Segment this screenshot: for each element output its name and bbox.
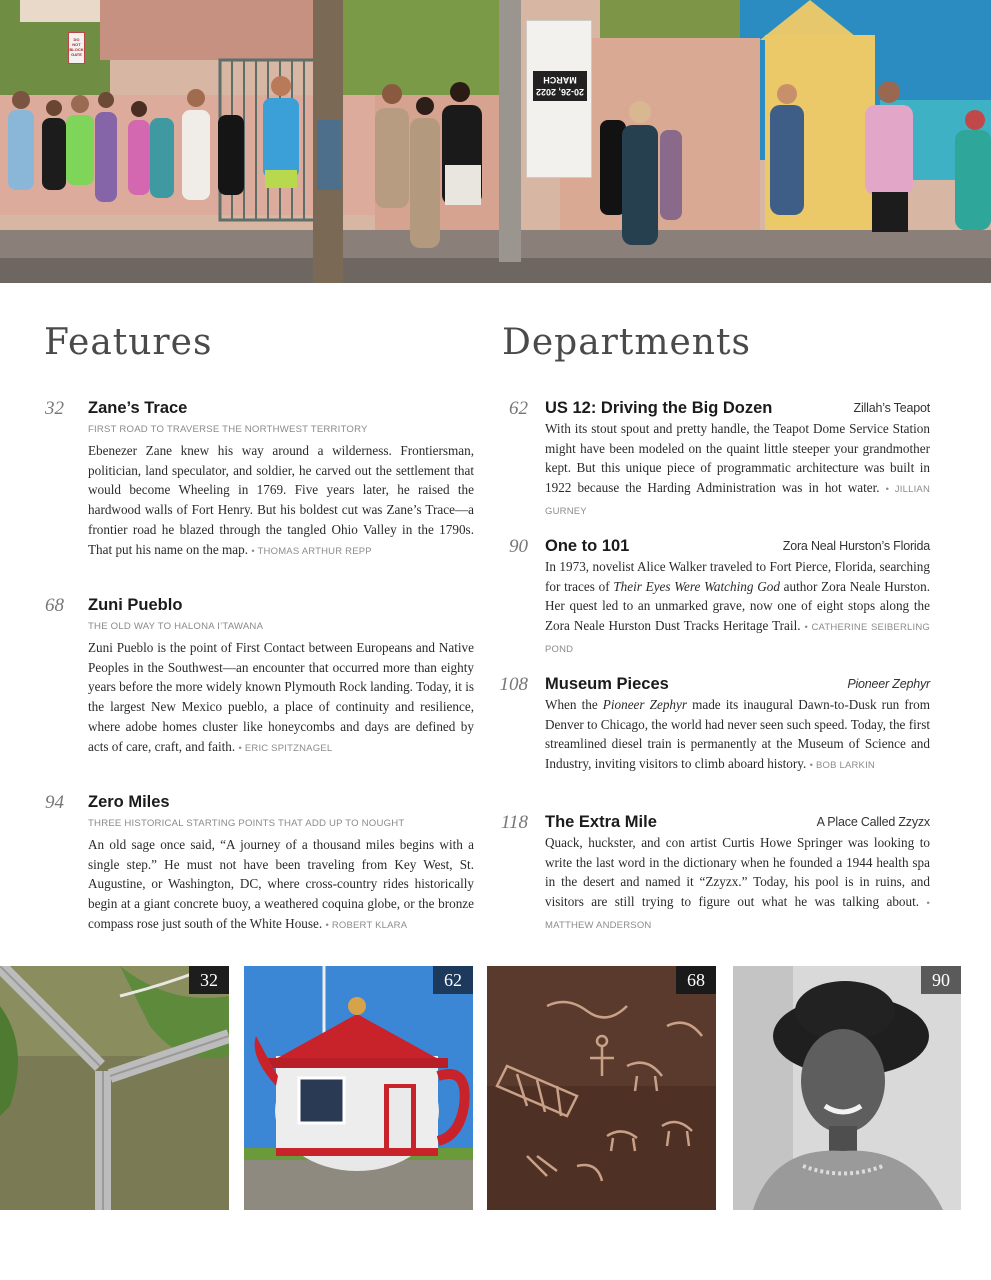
feature-body-text: Zuni Pueblo is the point of First Contact between Europeans and Native Peoples in the Southwest—an encounter that occurred more than eighty years before the more widely known Plymouth Rock landing. Today, it is the largest New Mexico pueblo, a place of continuity and resilience, where adobe homes cluster like honeycombs and days are defined by acts of care, craft, and faith. (88, 640, 474, 754)
page-number: 90 (509, 536, 528, 557)
feature-subtitle: THE OLD WAY TO HALONA I’TAWANA (88, 621, 264, 632)
feature-subtitle: FIRST ROAD TO TRAVERSE THE NORTHWEST TERRITORY (88, 424, 368, 435)
department-entry[interactable] (472, 398, 931, 517)
hero-banner-sign (526, 20, 592, 178)
department-body-text: In 1973, novelist Alice Walker traveled to Fort Pierce, Florida, searching for traces of (545, 559, 930, 594)
thumbnail-petroglyphs[interactable] (487, 966, 716, 1210)
feature-title[interactable]: Zane’s Trace (88, 399, 188, 417)
hero-banner-dates (533, 71, 587, 101)
department-title[interactable]: Museum Pieces (545, 675, 669, 693)
department-body (545, 695, 930, 776)
thumbnail-portrait[interactable] (733, 966, 961, 1210)
department-title[interactable]: US 12: Driving the Big Dozen (545, 399, 773, 417)
feature-byline: • ROBERT KLARA (325, 919, 408, 931)
petroglyphs-image (487, 966, 716, 1210)
thumbnail-teapot[interactable] (244, 966, 473, 1210)
thumbnail-page-badge: 32 (189, 966, 229, 994)
features-heading: Features (44, 322, 213, 363)
feature-body-text: An old sage once said, “A journey of a thousand miles begins with a single step.” He must not have been traveling from Key West, St. Augustine, or Washington, DC, where cross-country rides historically begin at a giant concrete buoy, a weathered coquina globe, or the bronze compass rose just south of the White House. (88, 837, 474, 931)
department-topic: A Place Called Zzyzx (816, 815, 930, 829)
department-body-text: Quack, huckster, and con artist Curtis Howe Springer was looking to write the last word in the dictionary when he founded a 1944 health spa in the desert and named it “Zzyzx.” Today, his pool is in ruins, and visitors are still trying to figure out what he was talking about. (545, 835, 930, 910)
hero-photo (0, 0, 991, 283)
feature-body-text: Ebenezer Zane knew his way around a wilderness. Frontiersman, politician, land speculator, and soldier, he carved out the settlement that would become Wheeling in 1769. Five years later, he raised the hardwood walls of Fort Henry. But his boldest cut was Zane’s Trace—a frontier road he blazed through the tangled Ohio Valley in the 1790s. That put his name on the map. (88, 443, 474, 557)
page-number: 68 (45, 595, 64, 616)
department-body-text: made its inaugural Dawn-to-Dusk run from Denver to Chicago, the world had never seen such speed. Today, the first streamlined diesel train is permanently at the Museum of Science and Industry, inviting visitors to climb aboard history. (545, 697, 930, 772)
page-number: 62 (509, 398, 528, 419)
feature-entry[interactable] (8, 595, 474, 766)
feature-entry[interactable] (8, 398, 474, 569)
feature-byline: • ERIC SPITZNAGEL (238, 742, 333, 754)
thumbnail-page-badge: 90 (921, 966, 961, 994)
department-body-text: With its stout spout and pretty handle, the Teapot Dome Service Station might have been modeled on the quaint little steeper your grandmother kept. But this unique piece of programmatic architecture was built in 1922 because the Harding Administration was in hot water. (545, 421, 930, 496)
page-number: 94 (45, 792, 64, 813)
page-number: 108 (499, 674, 528, 695)
departments-heading: Departments (502, 322, 751, 363)
thumbnail-bridge-aerial[interactable] (0, 966, 229, 1210)
feature-entry[interactable] (8, 792, 474, 943)
feature-title[interactable]: Zuni Pueblo (88, 596, 183, 614)
feature-byline: • THOMAS ARTHUR REPP (251, 545, 372, 557)
hero-gate-sign: DO NOT BLOCK GATE (68, 32, 85, 64)
department-title[interactable]: The Extra Mile (545, 813, 657, 831)
thumbnail-page-badge: 68 (676, 966, 716, 994)
department-topic: Zillah’s Teapot (853, 401, 930, 415)
bridge-aerial-image (0, 966, 229, 1210)
department-entry[interactable] (472, 812, 930, 931)
feature-body (88, 441, 474, 561)
teapot-image (244, 966, 473, 1210)
feature-subtitle: THREE HISTORICAL STARTING POINTS THAT ADD UP TO NOUGHT (88, 818, 405, 829)
department-body-text: When the (545, 697, 603, 712)
page-number: 32 (45, 398, 64, 419)
hero-banner-date-text: 20-26, 2022 (535, 87, 585, 97)
hero-banner-month-text: MARCH (543, 75, 577, 85)
department-title[interactable]: One to 101 (545, 537, 630, 555)
department-entry[interactable] (472, 675, 930, 785)
department-body (545, 833, 930, 936)
department-byline: • BOB LARKIN (809, 760, 875, 772)
thumbnail-page-badge: 62 (433, 966, 473, 994)
book-title: Their Eyes Were Watching God (613, 578, 780, 594)
department-byline: • JILLIAN GURNEY (545, 484, 931, 517)
hero-photo-illustration (0, 0, 991, 283)
page-number: 118 (500, 812, 528, 833)
train-name: Pioneer Zephyr (602, 697, 687, 712)
department-topic: Zora Neal Hurston’s Florida (782, 539, 930, 553)
department-topic: Pioneer Zephyr (847, 677, 930, 691)
department-body (545, 419, 930, 522)
feature-body (88, 835, 474, 936)
department-byline: • CATHERINE SEIBERLING POND (545, 622, 930, 655)
department-entry[interactable] (472, 536, 930, 655)
portrait-image (733, 966, 961, 1210)
department-body-text: author Zora Neale Hurston. Her quest led to an unmarked grave, now one of eight stops along the Zora Neale Hurston Dust Tracks Heritage Trail. (545, 578, 930, 634)
feature-title[interactable]: Zero Miles (88, 793, 170, 811)
department-byline: • MATTHEW ANDERSON (545, 898, 930, 931)
department-body (545, 557, 930, 660)
feature-body (88, 638, 474, 758)
